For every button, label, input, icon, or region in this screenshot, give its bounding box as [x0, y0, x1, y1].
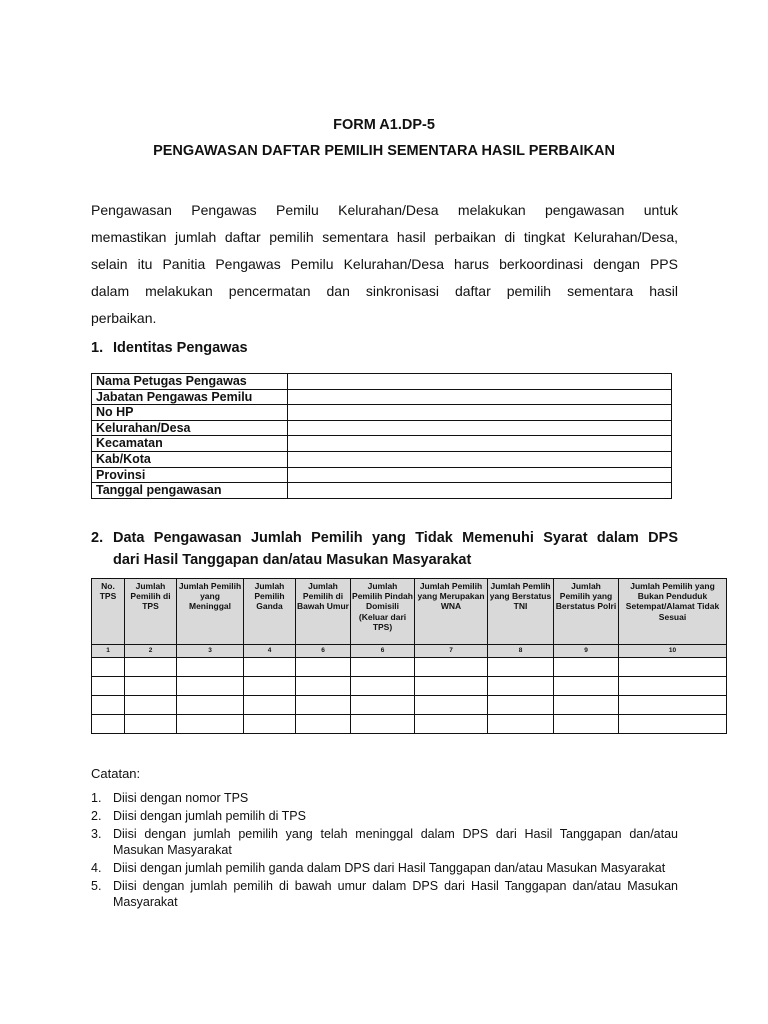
- list-item: [91, 790, 678, 806]
- table-cell[interactable]: [125, 677, 177, 696]
- intro-line: perbaikan.: [91, 310, 157, 326]
- column-header: Jumlah Pemilih di Bawah Umur: [296, 579, 351, 645]
- table-cell[interactable]: [92, 715, 125, 734]
- table-row: [92, 658, 727, 677]
- table-cell[interactable]: [488, 658, 554, 677]
- note-number: 3.: [91, 827, 102, 841]
- list-item: [91, 860, 678, 876]
- identity-row: [92, 405, 672, 421]
- column-header: No. TPS: [92, 579, 125, 645]
- identity-row: [92, 389, 672, 405]
- identity-value-field[interactable]: [288, 483, 672, 499]
- note-text: Diisi dengan jumlah pemilih ganda dalam DPS dari Hasil Tanggapan dan/atau Masukan Masyarakat: [113, 861, 666, 875]
- table-cell[interactable]: [619, 696, 727, 715]
- table-cell[interactable]: [296, 677, 351, 696]
- column-header: Jumlah Pemilih di TPS: [125, 579, 177, 645]
- identity-row: [92, 420, 672, 436]
- identity-value-field[interactable]: [288, 467, 672, 483]
- identity-label: Provinsi: [92, 467, 288, 483]
- table-cell[interactable]: [296, 658, 351, 677]
- table-cell[interactable]: [415, 677, 488, 696]
- table-cell[interactable]: [177, 658, 244, 677]
- table-cell[interactable]: [554, 715, 619, 734]
- table-cell[interactable]: [296, 696, 351, 715]
- table-cell[interactable]: [619, 658, 727, 677]
- table-cell[interactable]: [351, 677, 415, 696]
- column-number: 2: [125, 645, 177, 658]
- note-number: 2.: [91, 809, 102, 823]
- tms-data-table: [91, 578, 727, 734]
- table-cell[interactable]: [415, 696, 488, 715]
- table-cell[interactable]: [244, 677, 296, 696]
- column-header: Jumlah Pemilih yang Merupakan WNA: [415, 579, 488, 645]
- section1-heading: [91, 340, 248, 356]
- note-text: Diisi dengan jumlah pemilih di TPS: [113, 809, 306, 823]
- identity-label: Kecamatan: [92, 436, 288, 452]
- column-header: Jumlah Pemilih yang Meninggal: [177, 579, 244, 645]
- table-cell[interactable]: [244, 715, 296, 734]
- table-cell[interactable]: [415, 658, 488, 677]
- table-cell[interactable]: [296, 715, 351, 734]
- identity-row: [92, 451, 672, 467]
- column-number: 1: [92, 645, 125, 658]
- identity-row: [92, 483, 672, 499]
- section2-title-line1: Data Pengawasan Jumlah Pemilih yang Tidak Memenuhi Syarat dalam DPS: [113, 530, 678, 546]
- form-code: FORM A1.DP-5: [333, 117, 435, 133]
- identity-value-field[interactable]: [288, 374, 672, 390]
- column-number: 8: [488, 645, 554, 658]
- section2-title-line2: dari Hasil Tanggapan dan/atau Masukan Masyarakat: [113, 552, 472, 568]
- table-cell[interactable]: [92, 658, 125, 677]
- table-cell[interactable]: [619, 677, 727, 696]
- intro-line: dalam melakukan pencermatan dan sinkronisasi daftar pemilih sementara hasil: [91, 283, 678, 299]
- identity-label: Nama Petugas Pengawas: [92, 374, 288, 390]
- identity-row: [92, 374, 672, 390]
- table-cell[interactable]: [244, 696, 296, 715]
- note-text: Diisi dengan nomor TPS: [113, 791, 249, 805]
- note-number: 5.: [91, 879, 102, 893]
- note-text: Diisi dengan jumlah pemilih yang telah meninggal dalam DPS dari Hasil Tanggapan dan/atau Masukan Masyarakat: [113, 827, 678, 857]
- column-header: Jumlah Pemilih yang Bukan Penduduk Setempat/Alamat Tidak Sesuai: [619, 579, 727, 645]
- table-header-row: [92, 579, 727, 645]
- list-item: [91, 878, 678, 910]
- column-number: 10: [619, 645, 727, 658]
- identity-label: No HP: [92, 405, 288, 421]
- intro-line: selain itu Panitia Pengawas Pemilu Kelurahan/Desa harus berkoordinasi dengan PPS: [91, 256, 678, 272]
- section1-title: Identitas Pengawas: [113, 340, 248, 356]
- table-row: [92, 677, 727, 696]
- table-cell[interactable]: [351, 715, 415, 734]
- note-number: 4.: [91, 861, 102, 875]
- column-number: 6: [296, 645, 351, 658]
- column-number: 9: [554, 645, 619, 658]
- column-number-row: [92, 645, 727, 658]
- table-cell[interactable]: [554, 677, 619, 696]
- intro-line: memastikan jumlah daftar pemilih sementara hasil perbaikan di tingkat Kelurahan/Desa,: [91, 229, 678, 245]
- table-cell[interactable]: [554, 696, 619, 715]
- identity-label: Kab/Kota: [92, 451, 288, 467]
- intro-paragraph: [91, 197, 678, 332]
- table-cell[interactable]: [92, 677, 125, 696]
- note-text: Diisi dengan jumlah pemilih di bawah umur dalam DPS dari Hasil Tanggapan dan/atau Masukan Masyarakat: [113, 879, 678, 909]
- table-cell[interactable]: [351, 696, 415, 715]
- table-cell[interactable]: [177, 696, 244, 715]
- table-cell[interactable]: [488, 677, 554, 696]
- column-header: Jumlah Pemilih yang Berstatus Polri: [554, 579, 619, 645]
- intro-line: Pengawasan Pengawas Pemilu Kelurahan/Desa melakukan pengawasan untuk: [91, 202, 678, 218]
- table-cell[interactable]: [92, 696, 125, 715]
- column-number: 7: [415, 645, 488, 658]
- identity-row: [92, 436, 672, 452]
- table-cell[interactable]: [125, 696, 177, 715]
- column-header: Jumlah Pemilih Ganda: [244, 579, 296, 645]
- section2-number: 2.: [91, 530, 104, 546]
- section2-heading: [91, 527, 678, 571]
- table-cell[interactable]: [415, 715, 488, 734]
- column-header: Jumlah Pemlih yang Berstatus TNI: [488, 579, 554, 645]
- list-item: [91, 826, 678, 858]
- table-cell[interactable]: [244, 658, 296, 677]
- table-cell[interactable]: [554, 658, 619, 677]
- identity-value-field[interactable]: [288, 389, 672, 405]
- notes-list: [91, 790, 678, 912]
- identity-value-field[interactable]: [288, 405, 672, 421]
- identity-table: [91, 373, 672, 499]
- table-cell[interactable]: [488, 696, 554, 715]
- note-number: 1.: [91, 791, 102, 805]
- table-cell[interactable]: [177, 677, 244, 696]
- identity-value-field[interactable]: [288, 420, 672, 436]
- identity-label: Jabatan Pengawas Pemilu: [92, 389, 288, 405]
- column-number: 6: [351, 645, 415, 658]
- identity-value-field[interactable]: [288, 451, 672, 467]
- notes-title: Catatan:: [91, 766, 141, 781]
- form-title: PENGAWASAN DAFTAR PEMILIH SEMENTARA HASIL PERBAIKAN: [153, 143, 615, 159]
- column-number: 3: [177, 645, 244, 658]
- table-cell[interactable]: [125, 658, 177, 677]
- identity-value-field[interactable]: [288, 436, 672, 452]
- column-number: 4: [244, 645, 296, 658]
- table-cell[interactable]: [488, 715, 554, 734]
- table-cell[interactable]: [177, 715, 244, 734]
- table-row: [92, 696, 727, 715]
- table-cell[interactable]: [619, 715, 727, 734]
- list-item: [91, 808, 678, 824]
- table-row: [92, 715, 727, 734]
- identity-label: Kelurahan/Desa: [92, 420, 288, 436]
- table-cell[interactable]: [125, 715, 177, 734]
- column-header: Jumlah Pemilih Pindah Domisili (Keluar dari TPS): [351, 579, 415, 645]
- table-cell[interactable]: [351, 658, 415, 677]
- identity-label: Tanggal pengawasan: [92, 483, 288, 499]
- section1-number: 1.: [91, 340, 104, 356]
- identity-row: [92, 467, 672, 483]
